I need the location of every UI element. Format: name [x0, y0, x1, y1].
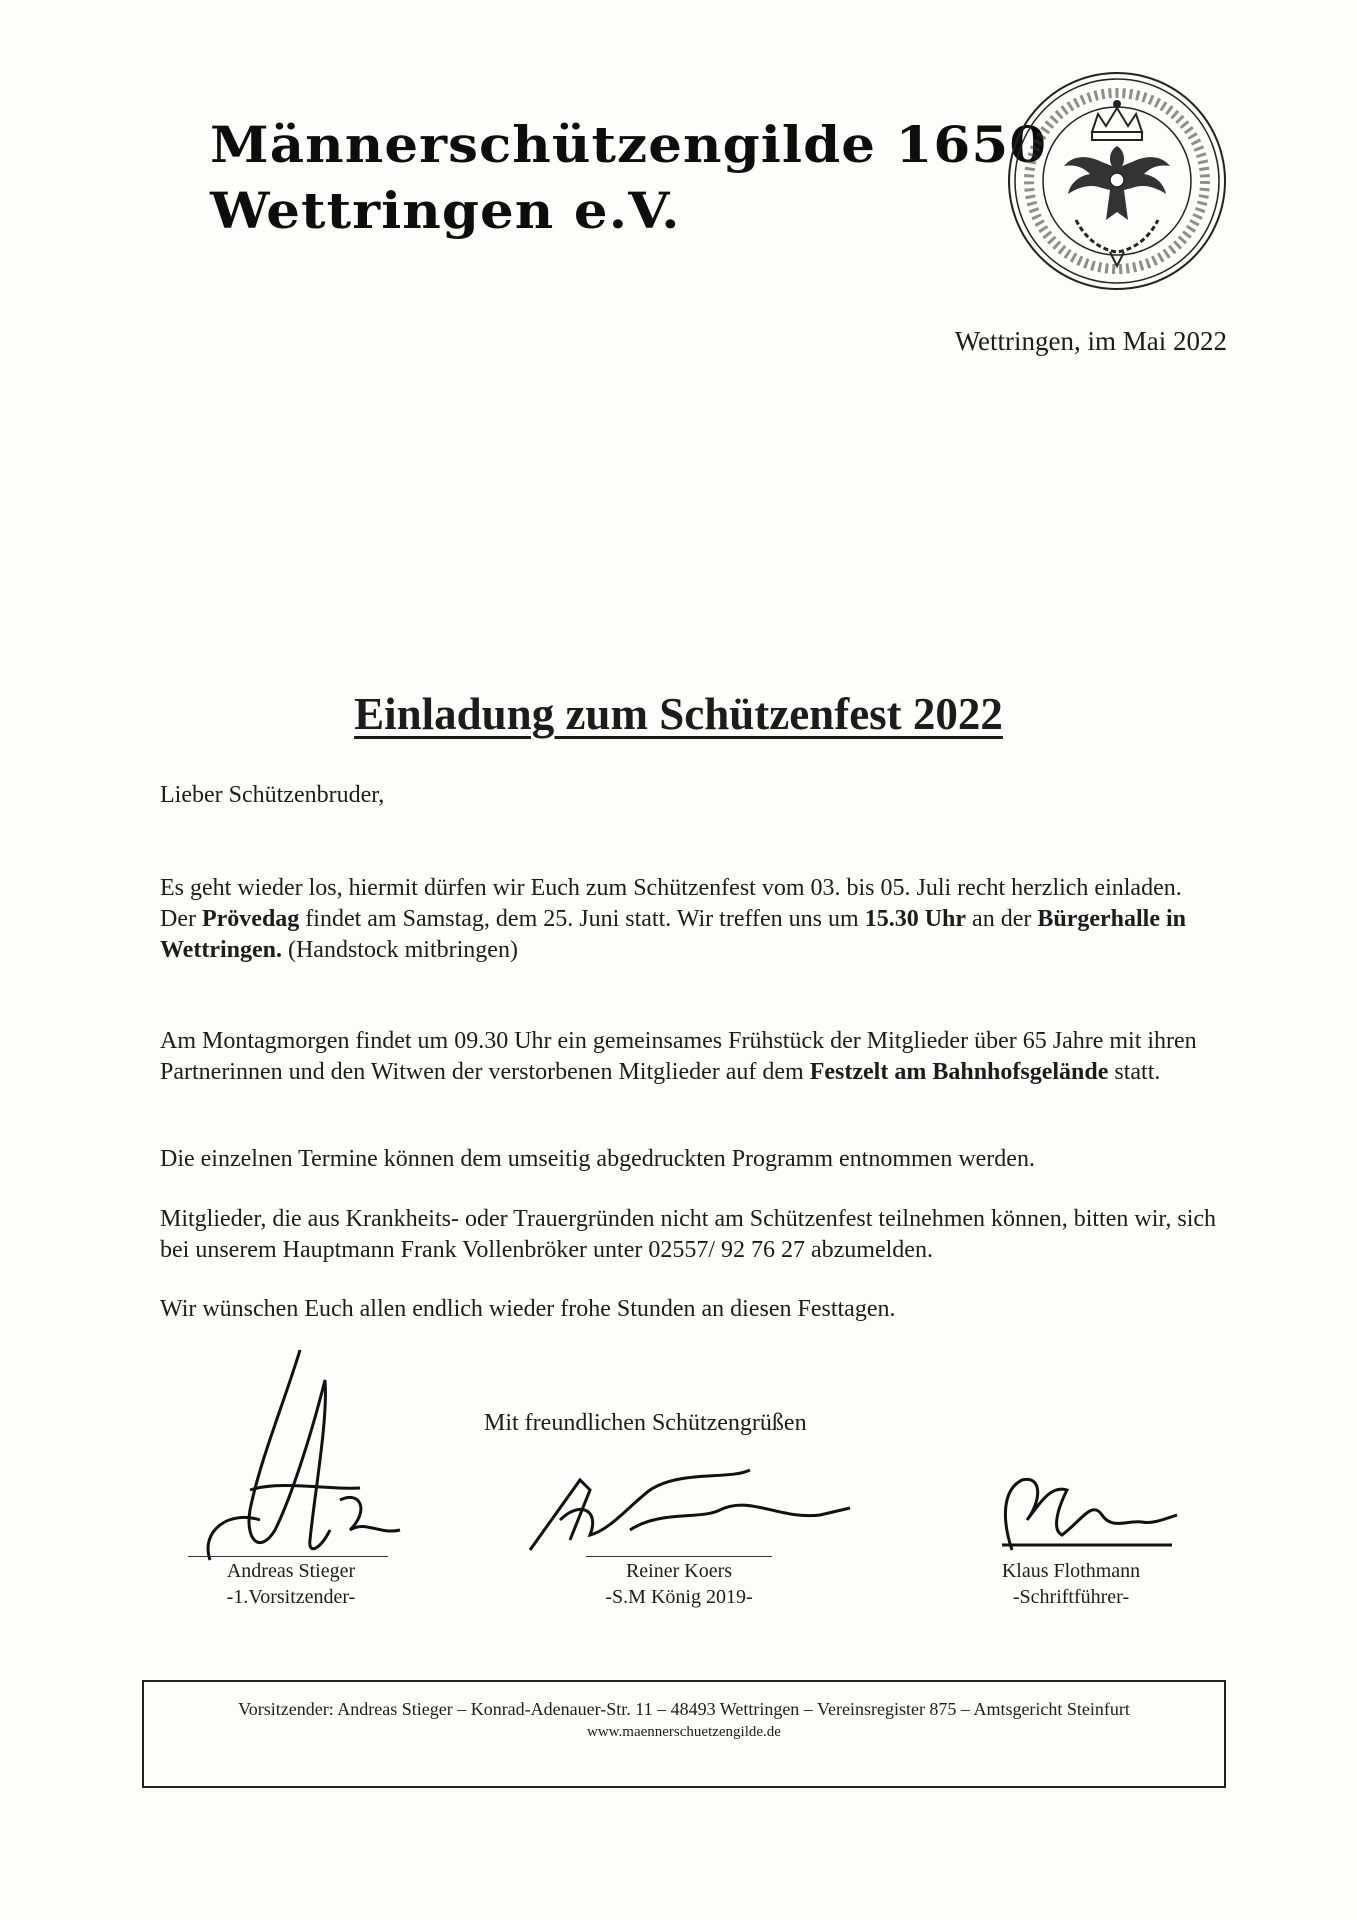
signer-stieger	[176, 1558, 406, 1610]
place-date: Wettringen, im Mai 2022	[954, 326, 1227, 356]
closing: Mit freundlichen Schützengrüßen	[484, 1410, 807, 1436]
breakfast-sentence	[160, 1026, 1220, 1088]
bold-location: Bürgerhalle in Wettringen.	[160, 906, 1187, 963]
signer-flothmann	[946, 1558, 1196, 1610]
footer-website: www.maennerschuetzengilde.de	[587, 1724, 781, 1740]
bold-proevedag: Prövedag	[201, 906, 300, 932]
signer-name: Reiner Koers	[625, 1560, 733, 1582]
text-span: (Handstock mitbringen)	[281, 937, 518, 963]
signature-andreas-stieger-icon	[190, 1340, 420, 1580]
guild-seal-icon	[1006, 70, 1228, 292]
signer-name: Andreas Stieger	[226, 1560, 356, 1582]
signature-line	[188, 1556, 388, 1557]
paragraph-program: Die einzelnen Termine können dem umseitig abgedruckten Programm entnommen werden.	[160, 1146, 1035, 1172]
signature-reiner-koers-icon	[520, 1450, 860, 1560]
paragraph-wishes: Wir wünschen Euch allen endlich wieder frohe Stunden an diesen Festtagen.	[160, 1296, 896, 1322]
organization-name-line1: Männerschützengilde 1650	[210, 115, 1048, 174]
bold-festzelt: Festzelt am Bahnhofsgelände	[809, 1059, 1109, 1085]
signer-role: -S.M König 2019-	[605, 1586, 753, 1608]
proevedag-sentence	[160, 904, 1220, 966]
text-span: statt.	[1108, 1059, 1161, 1085]
signer-role: -Schriftführer-	[1012, 1586, 1130, 1608]
letter-title: Einladung zum Schützenfest 2022	[354, 689, 1003, 739]
salutation: Lieber Schützenbruder,	[160, 782, 385, 808]
signature-klaus-flothmann-icon	[982, 1460, 1182, 1560]
paragraph-breakfast	[160, 1026, 1220, 1088]
signer-name: Klaus Flothmann	[1001, 1560, 1141, 1582]
bold-time: 15.30 Uhr	[864, 906, 967, 932]
paragraph-absence: Mitglieder, die aus Krankheits- oder Trauergründen nicht am Schützenfest teilnehmen können, bitten wir, sich bei unserem Hauptmann Frank Vollenbröker unter 02557/ 92 76 27 abzumelden.	[160, 1206, 1217, 1263]
footer-address: Vorsitzender: Andreas Stieger – Konrad-Adenauer-Str. 11 – 48493 Wettringen – Vereinsregister 875 – Amtsgericht Steinfurt	[238, 1699, 1130, 1719]
text-span: an der	[966, 906, 1038, 932]
paragraph-invitation	[160, 873, 1220, 966]
signer-koers	[564, 1558, 794, 1610]
text-span: findet am Samstag, dem 25. Juni statt. Wir treffen uns um	[299, 906, 865, 932]
signature-line	[586, 1556, 772, 1557]
text-span: Der	[160, 906, 202, 932]
organization-name	[210, 112, 1048, 244]
signer-role: -1.Vorsitzender-	[226, 1586, 356, 1608]
text-span: Am Montagmorgen findet um 09.30 Uhr ein gemeinsames Frühstück der Mitglieder über 65 Jahre mit ihren Partnerinnen und den Witwen der verstorbenen Mitglieder auf dem	[160, 1028, 1197, 1085]
organization-name-line2: Wettringen e.V.	[210, 181, 681, 240]
invitation-sentence: Es geht wieder los, hiermit dürfen wir Euch zum Schützenfest vom 03. bis 05. Juli recht herzlich einladen.	[160, 875, 1182, 901]
footer-box	[142, 1680, 1226, 1788]
